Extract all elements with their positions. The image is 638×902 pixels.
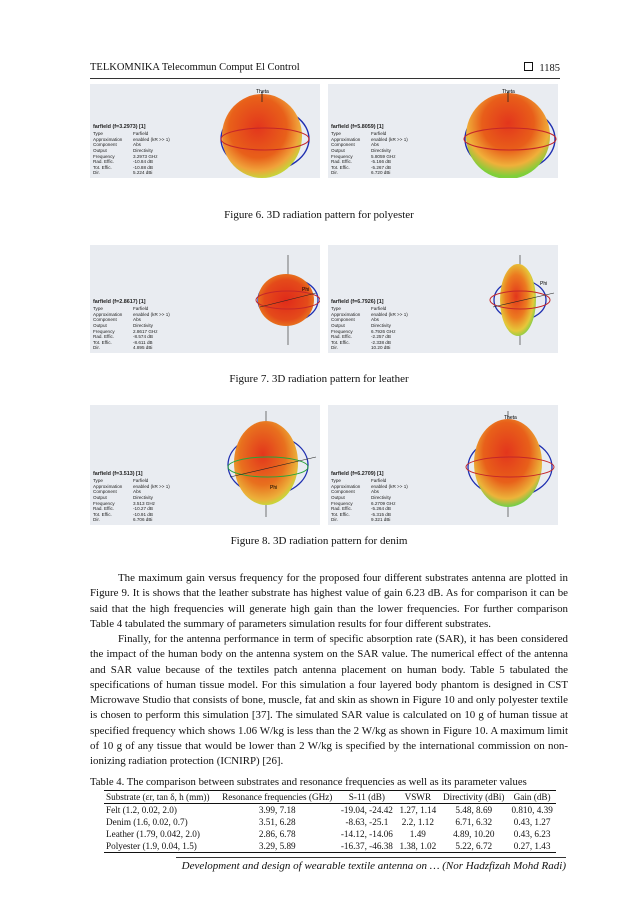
farfield-title: farfield (f=5.8059) [1] [331,124,384,131]
farfield-info: farfield (f=5.8059) [1] Type Farfield Approximation enabled (kR >> 1) Component Abs Output Directivity Frequency 5.8059 GHz Rad. Effic. -5.166 dB Tot. Effic. -5.267 dB Dir. 6.720 dBi [331,124,408,176]
table-cell: 1.38, 1.02 [396,840,439,853]
table-cell: 5.48, 8.69 [455,805,493,815]
farfield-info: farfield (f=6.7926) [1] Type Farfield Approximation enabled (kR >> 1) Component Abs Output Directivity Frequency 6.7926 GHz Rad. Effic. -2.257 dB Tot. Effic. -2.338 dB Dir. 10.20 dBi [331,299,408,351]
figure-8-panel-2 [328,405,558,525]
paragraph-sar: Finally, for the antenna performance in term of specific absorption rate (SAR), it has been considered the impact of the human body on the antenna system on the SAR value. The numerical effect of the antenna and SAR value because of the textiles patch antenna placement on human body. Table 5 tabulated the specifications of human tissue model. For this simulation a four layered body phantom is designed in CST Microwave Studio that consists of bone, muscle, fat and skin as shown in Figure 10 and only polyester textile is chosen to perform this simulation [37]. The simulated SAR value is calculated on 10 g of human tissue at specified frequency which shows 1.06 W/kg is less than the 2 W/kg as shown in Figure 10. A maximum limit of 10 g of any tissue that would be lower than 2 W/kg is specified by the international commission on non-ionizing radiation protection (ICNIRP) [26]. [90,633,568,768]
column-header: VSWR [396,791,439,804]
table-row [104,816,556,828]
page-number-block [524,62,560,74]
table-cell: 3.51, 6.28 [258,817,296,827]
table-4-caption: Table 4. The comparison between substrates and resonance frequencies as well as its parameter values [90,776,527,788]
table-cell: 2.86, 6.78 [258,829,296,839]
farfield-title: farfield (f=3.513) [1] [93,471,143,478]
table-cell: 3.99, 7.18 [258,805,296,815]
table-cell: 4.89, 10.20 [453,829,495,839]
axis-label: Theta [502,89,515,95]
figure-8-panel-1 [90,405,320,525]
running-footer: Development and design of wearable textile antenna on … (Nor Hadzfizah Mohd Radi) [181,860,566,872]
column-header: Substrate (εr, tan δ, h (mm)) [104,791,217,804]
column-header: Directivity (dBi) [439,791,508,804]
table-cell: Felt (1.2, 0.02, 2.0) [106,805,177,815]
figure-6-panel-1 [90,84,320,178]
column-header: S-11 (dB) [337,791,396,804]
farfield-title: farfield (f=3.2973) [1] [93,124,146,131]
figure-8 [90,405,558,525]
axis-label: Theta [256,89,269,95]
table-cell: 0.27, 1.43 [508,840,556,853]
table-cell: 6.71, 6.32 [455,817,493,827]
checkbox-square-icon [524,62,533,71]
table-4 [104,790,556,853]
farfield-info: farfield (f=6.2709) [1] Type Farfield Approximation enabled (kR >> 1) Component Abs Output Directivity Frequency 6.2709 GHz Rad. Effic. -5.264 dB Tot. Effic. -5.315 dB Dir. 9.321 dBi [331,471,408,523]
column-header: Gain (dB) [508,791,556,804]
axis-label: Phi [540,281,548,287]
table-cell: 5.22, 6.72 [439,840,508,853]
figure-7-panel-1 [90,245,320,353]
table-row [104,804,556,817]
table-header-row [104,791,556,804]
figure-6-caption: Figure 6. 3D radiation pattern for polyester [224,209,414,221]
table-cell: 0.810, 4.39 [511,805,553,815]
axis-label: Phi [270,485,278,491]
table-cell: 1.49 [409,829,426,839]
figure-7-caption: Figure 7. 3D radiation pattern for leather [229,373,409,385]
table-cell: 3.29, 5.89 [217,840,337,853]
table-cell: 0.43, 1.27 [513,817,551,827]
column-header: Resonance frequencies (GHz) [217,791,337,804]
table-cell: -19.04, -24.42 [340,805,393,815]
farfield-title: farfield (f=6.7926) [1] [331,299,384,306]
table-cell: -16.37, -46.38 [337,840,396,853]
farfield-info: farfield (f=2.8617) [1] Type Farfield Approximation enabled (kR >> 1) Component Abs Output Directivity Frequency 2.8617 GHz Rad. Effic. -8.574 dB Tot. Effic. -8.611 dB Dir. 4.895 dBi [93,299,170,351]
farfield-title: farfield (f=2.8617) [1] [93,299,146,306]
figure-6-panel-2 [328,84,558,178]
paragraph-gain: The maximum gain versus frequency for the proposed four different substrates antenna are plotted in Figure 9. It is shows that the leather substrate has highest value of gain 6.23 dB. As for comparison it can be said that the high frequencies will generate high gain than the lower frequencies. For further comparison Table 4 tabulated the summary of parameters simulation results for four different substrates. [90,572,568,630]
footer-rule [176,857,566,858]
axis-label: Theta [504,415,517,421]
figure-7-panel-2 [328,245,558,353]
table-cell: Polyester (1.9, 0.04, 1.5) [104,840,217,853]
table-cell: -14.12, -14.06 [340,829,393,839]
figure-6 [90,84,558,178]
table-cell: 1.27, 1.14 [399,805,437,815]
table-cell: Denim (1.6, 0.02, 0.7) [106,817,188,827]
figure-7 [90,245,558,353]
table-row [104,840,556,853]
farfield-info: farfield (f=3.2973) [1] Type Farfield Approximation enabled (kR >> 1) Component Abs Output Directivity Frequency 3.2973 GHz Rad. Effic. -10.84 dB Tot. Effic. -10.88 dB Dir. 5.224 dBi [93,124,170,176]
table-cell: -8.63, -25.1 [345,817,389,827]
table-cell: Leather (1.79, 0.042, 2.0) [106,829,200,839]
table-cell: 0.43, 6.23 [513,829,551,839]
journal-name: TELKOMNIKA Telecommun Comput El Control [90,62,300,73]
farfield-title: farfield (f=6.2709) [1] [331,471,384,478]
running-header [90,62,560,78]
header-rule [90,78,560,79]
axis-label: Phi [302,287,310,293]
farfield-info: farfield (f=3.513) [1] Type Farfield Approximation enabled (kR >> 1) Component Abs Output Directivity Frequency 3.513 GHz Rad. Effic. -10.27 dB Tot. Effic. -10.91 dB Dir. 6.706 dBi [93,471,170,523]
table-cell: 2.2, 1.12 [401,817,434,827]
table-row [104,828,556,840]
page-number: 1185 [539,63,560,74]
figure-8-caption: Figure 8. 3D radiation pattern for denim [230,535,408,547]
